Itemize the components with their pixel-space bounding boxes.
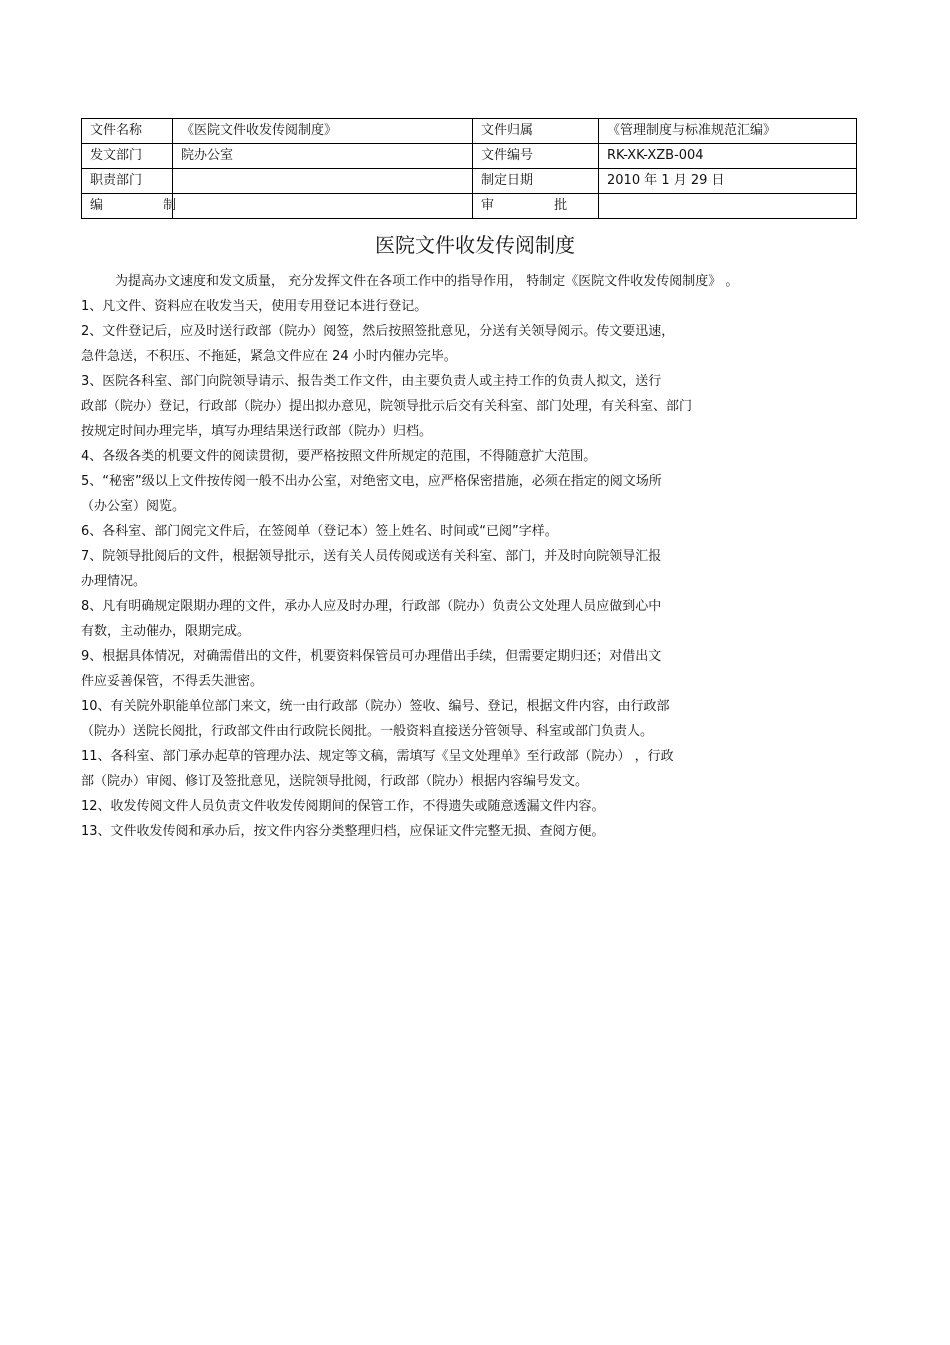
regulation-item [81,369,881,444]
document-intro: 为提高办文速度和发文质量， 充分发挥文件在各项工作中的指导作用， 特制定《医院文件收发传阅制度》 。 [115,274,739,289]
info-row [82,169,857,194]
document-title: 医院文件收发传阅制度 [375,233,575,257]
regulation-item [81,294,881,319]
regulation-line: 6、各科室、部门阅完文件后，在签阅单（登记本）签上姓名、时间或“已阅”字样。 [81,524,558,539]
regulation-item [81,469,881,519]
info-value [173,169,473,194]
info-value: 《医院文件收发传阅制度》 [173,119,473,144]
info-value: 院办公室 [173,144,473,169]
document-info-table [81,118,857,219]
regulation-line: 件应妥善保管，不得丢失泄密。 [81,674,264,689]
regulation-line: （办公室）阅览。 [81,499,186,514]
info-label: 文件归属 [473,119,599,144]
info-value: 2010 年 1 月 29 日 [599,169,857,194]
regulation-line: 2、文件登记后，应及时送行政部（院办）阅签，然后按照签批意见，分送有关领导阅示。传文要迅速， [81,324,675,339]
info-label: 职责部门 [82,169,173,194]
info-value [599,194,857,219]
regulation-item [81,319,881,369]
regulation-item [81,794,881,819]
regulation-item [81,544,881,594]
regulation-line: 9、根据具体情况，对确需借出的文件，机要资料保管员可办理借出手续，但需要定期归还；对借出文 [81,649,662,664]
regulation-line: 5、“秘密”级以上文件按传阅一般不出办公室，对绝密文电，应严格保密措施，必须在指定的阅文场所 [81,474,662,489]
info-row [82,194,857,219]
regulation-line: 10、有关院外职能单位部门来文，统一由行政部（院办）签收、编号、登记，根据文件内容，由行政部 [81,699,670,714]
regulation-item [81,644,881,694]
regulation-item [81,819,881,844]
info-row [82,144,857,169]
info-value: RK-XK-XZB-004 [599,144,857,169]
info-label: 发文部门 [82,144,173,169]
regulation-item [81,444,881,469]
document-info-table-body [82,119,857,219]
regulation-item [81,694,881,744]
regulation-line: 办理情况。 [81,574,147,589]
regulation-line: 13、文件收发传阅和承办后，按文件内容分类整理归档，应保证文件完整无损、查阅方便。 [81,824,605,839]
regulation-item [81,519,881,544]
regulation-line: 急件急送，不积压、不拖延，紧急文件应在 24 小时内催办完毕。 [81,349,457,364]
document-body [81,269,881,844]
info-label: 文件编号 [473,144,599,169]
regulation-line: 11、各科室、部门承办起草的管理办法、规定等文稿，需填写《呈文处理单》至行政部（院办） ，行政 [81,749,674,764]
regulation-line: （院办）送院长阅批，行政部文件由行政院长阅批。一般资料直接送分管领导、科室或部门负责人。 [81,724,654,739]
info-value: 《管理制度与标准规范汇编》 [599,119,857,144]
regulation-line: 4、各级各类的机要文件的阅读贯彻，要严格按照文件所规定的范围，不得随意扩大范围。 [81,449,597,464]
regulation-line: 8、凡有明确规定限期办理的文件，承办人应及时办理，行政部（院办）负责公文处理人员应做到心中 [81,599,662,614]
regulation-line: 按规定时间办理完毕，填写办理结果送行政部（院办）归档。 [81,424,433,439]
info-label: 文件名称 [82,119,173,144]
info-label: 编 制 [82,194,173,219]
regulation-line: 有数，主动催办，限期完成。 [81,624,251,639]
regulation-line: 1、凡文件、资料应在收发当天，使用专用登记本进行登记。 [81,299,428,314]
regulation-line: 3、医院各科室、部门向院领导请示、报告类工作文件，由主要负责人或主持工作的负责人拟文，送行 [81,374,662,389]
info-value [173,194,473,219]
regulation-item [81,594,881,644]
regulation-line: 部（院办）审阅、修订及签批意见，送院领导批阅，行政部（院办）根据内容编号发文。 [81,774,589,789]
info-label: 审 批 [473,194,599,219]
regulation-list [81,294,881,844]
regulation-item [81,744,881,794]
regulation-line: 政部（院办）登记，行政部（院办）提出拟办意见，院领导批示后交有关科室、部门处理，有关科室、部门 [81,399,693,414]
regulation-line: 12、收发传阅文件人员负责文件收发传阅期间的保管工作，不得遗失或随意透漏文件内容。 [81,799,605,814]
regulation-line: 7、院领导批阅后的文件，根据领导批示，送有关人员传阅或送有关科室、部门，并及时向院领导汇报 [81,549,662,564]
info-row [82,119,857,144]
info-label: 制定日期 [473,169,599,194]
